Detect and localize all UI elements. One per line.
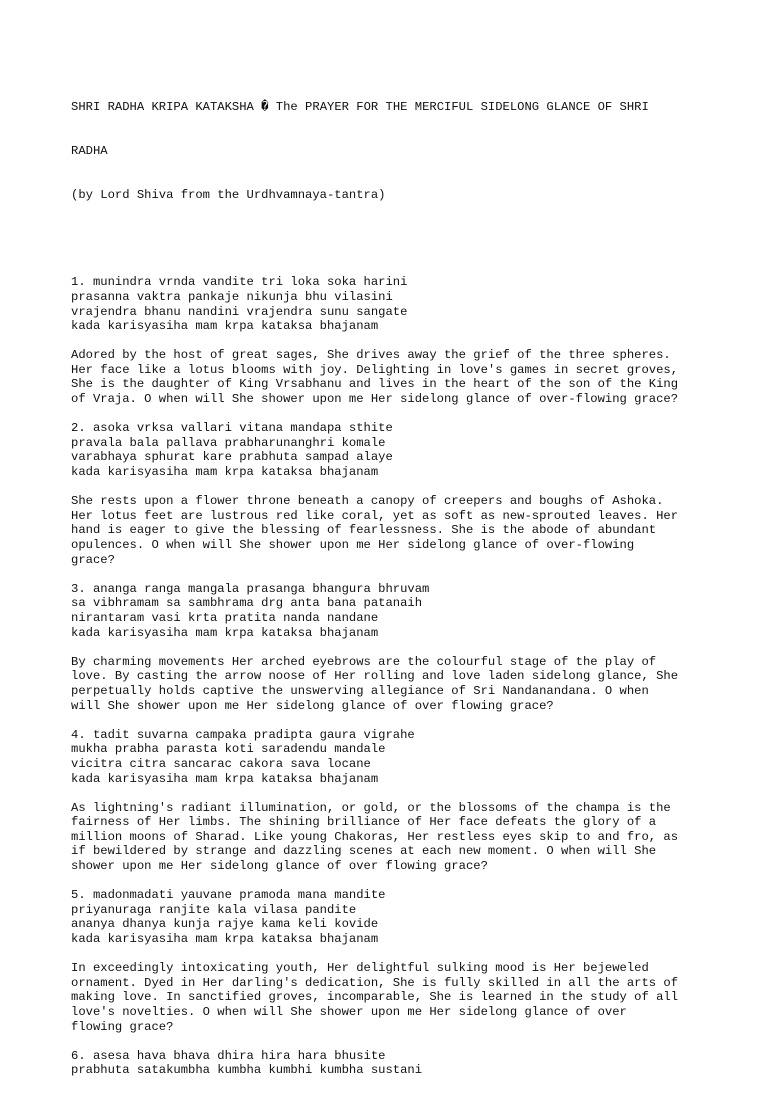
verse-translation-line: love's novelties. O when will She shower upon me Her sidelong glance of over [71, 1005, 627, 1019]
verse-sanskrit-line: ananya dhanya kunja rajye kama keli kovide [71, 917, 379, 932]
verse-translation-line: ornament. Dyed in Her darling's dedication, She is fully skilled in all the arts of [71, 975, 679, 990]
verse-translation-line: fairness of Her limbs. The shining brilliance of Her face defeats the glory of a [71, 815, 657, 830]
verse-sanskrit-line: kada karisyasiha mam krpa kataksa bhajanam [71, 319, 379, 334]
verse-sanskrit-line: vrajendra bhanu nandini vrajendra sunu sangate [71, 304, 408, 319]
verse-sanskrit-line: priyanuraga ranjite kala vilasa pandite [71, 902, 357, 917]
spacer [71, 407, 761, 422]
document-title-continued: RADHA [71, 143, 108, 158]
verse-translation-line: By charming movements Her arched eyebrows are the colourful stage of the play of [71, 654, 657, 669]
verse-sanskrit-line: 6. asesa hava bhava dhira hira hara bhusite [71, 1048, 386, 1063]
verse-sanskrit-line: kada karisyasiha mam krpa kataksa bhajanam [71, 625, 379, 640]
verse-translation-line: grace? [71, 552, 115, 567]
verse-translation-line: perpetually holds captive the unswerving allegiance of Sri Nandanandana. O when [71, 683, 649, 698]
spacer [71, 567, 761, 582]
spacer [71, 640, 761, 655]
verse-sanskrit-line: kada karisyasiha mam krpa kataksa bhajanam [71, 465, 379, 480]
verse-translation-line: hand is eager to give the blessing of fearlessness. She is the abode of abundant [71, 523, 657, 538]
verse-sanskrit-line: 2. asoka vrksa vallari vitana mandapa sthite [71, 421, 393, 436]
verse-translation-line: Her face like a lotus blooms with joy. Delighting in love's games in secret groves, [71, 362, 679, 377]
spacer [71, 1034, 761, 1049]
verse-sanskrit-line: vicitra citra sancarac cakora sava locane [71, 756, 371, 771]
verse-translation-line: She rests upon a flower throne beneath a canopy of creepers and boughs of Ashoka. [71, 494, 664, 509]
verse-translation-line: shower upon me Her sidelong glance of over flowing grace? [71, 859, 488, 874]
verse-translation-line: of Vraja. O when will She shower upon me Her sidelong glance of over-flowing grace? [71, 392, 679, 407]
document-page [71, 71, 761, 1093]
verse-sanskrit-line: 1. munindra vrnda vandite tri loka soka harini [71, 275, 408, 290]
spacer [71, 232, 761, 247]
verse-sanskrit-line: prabhuta satakumbha kumbha kumbhi kumbha sustani [71, 1063, 423, 1078]
verse-sanskrit-line: pravala bala pallava prabharunanghri komale [71, 435, 386, 450]
verse-translation-line: love. By casting the arrow noose of Her rolling and love laden sidelong glance, She [71, 669, 679, 684]
verse-sanskrit-line: sa vibhramam sa sambhrama drg anta bana patanaih [71, 596, 423, 611]
verse-sanskrit-line: kada karisyasiha mam krpa kataksa bhajanam [71, 771, 379, 786]
verse-sanskrit-line: kada karisyasiha mam krpa kataksa bhajanam [71, 932, 379, 947]
verses-container [71, 275, 761, 1078]
verse-sanskrit-line: varabhaya sphurat kare prabhuta sampad alaye [71, 450, 393, 465]
spacer [71, 334, 761, 349]
verse-translation-line: opulences. O when will She shower upon me Her sidelong glance of over-flowing [71, 538, 635, 552]
document-attribution: (by Lord Shiva from the Urdhvamnaya-tantra) [71, 187, 386, 202]
verse-translation-line: In exceedingly intoxicating youth, Her delightful sulking mood is Her bejeweled [71, 961, 649, 976]
verse-translation-line: if bewildered by strange and dazzling scenes at each new moment. O when will She [71, 844, 657, 859]
document-title: SHRI RADHA KRIPA KATAKSHA � The PRAYER FOR THE MERCIFUL SIDELONG GLANCE OF SHRI [71, 100, 649, 115]
spacer [71, 713, 761, 728]
spacer [71, 874, 761, 889]
spacer [71, 786, 761, 801]
verse-translation-line: flowing grace? [71, 1019, 174, 1034]
verse-translation-line: making love. In sanctified groves, incomparable, She is learned in the study of all [71, 990, 679, 1005]
verse-translation-line: As lightning's radiant illumination, or gold, or the blossoms of the champa is the [71, 800, 671, 815]
verse-sanskrit-line: prasanna vaktra pankaje nikunja bhu vilasini [71, 289, 393, 304]
spacer [71, 480, 761, 495]
verse-translation-line: Adored by the host of great sages, She drives away the grief of the three spheres. [71, 348, 671, 363]
verse-translation-line: will She shower upon me Her sidelong glance of over flowing grace? [71, 698, 554, 713]
verse-sanskrit-line: 5. madonmadati yauvane pramoda mana mandite [71, 888, 386, 903]
verse-translation-line: Her lotus feet are lustrous red like coral, yet as soft as new-sprouted leaves. Her [71, 508, 679, 523]
verse-sanskrit-line: 3. ananga ranga mangala prasanga bhangura bhruvam [71, 581, 430, 596]
verse-sanskrit-line: nirantaram vasi krta pratita nanda nandane [71, 610, 379, 625]
spacer [71, 947, 761, 962]
verse-sanskrit-line: mukha prabha parasta koti saradendu mandale [71, 742, 386, 757]
verse-translation-line: She is the daughter of King Vrsabhanu and lives in the heart of the son of the King [71, 377, 679, 392]
verse-translation-line: million moons of Sharad. Like young Chakoras, Her restless eyes skip to and fro, as [71, 829, 679, 844]
verse-sanskrit-line: 4. tadit suvarna campaka pradipta gaura vigrahe [71, 727, 415, 742]
